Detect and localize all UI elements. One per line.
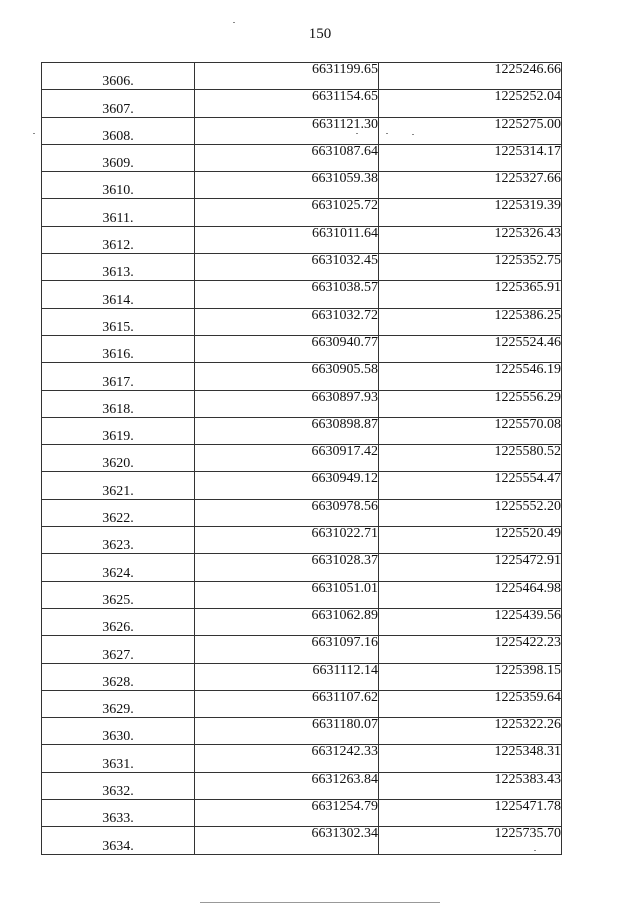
- x-coordinate-cell: 6630917.42: [195, 445, 379, 472]
- point-number-cell: 3610.: [42, 172, 195, 199]
- table-row: [42, 90, 562, 117]
- table-row: [42, 745, 562, 772]
- x-coordinate-cell: 6631302.34: [195, 827, 379, 854]
- point-number-cell: 3625.: [42, 581, 195, 608]
- x-coordinate-cell: 6631025.72: [195, 199, 379, 226]
- y-coordinate-cell: 1225556.29: [379, 390, 562, 417]
- point-number-cell: 3633.: [42, 800, 195, 827]
- y-coordinate-cell: 1225524.46: [379, 335, 562, 362]
- y-coordinate-cell: 1225471.78: [379, 800, 562, 827]
- y-coordinate-cell: 1225348.31: [379, 745, 562, 772]
- x-coordinate-cell: 6631038.57: [195, 281, 379, 308]
- table-row: [42, 172, 562, 199]
- table-row: [42, 199, 562, 226]
- table-row: [42, 335, 562, 362]
- table-row: [42, 499, 562, 526]
- coordinates-table-body: [42, 63, 562, 855]
- y-coordinate-cell: 1225322.26: [379, 718, 562, 745]
- table-row: [42, 390, 562, 417]
- point-number-cell: 3631.: [42, 745, 195, 772]
- y-coordinate-cell: 1225327.66: [379, 172, 562, 199]
- point-number-cell: 3624.: [42, 554, 195, 581]
- x-coordinate-cell: 6630940.77: [195, 335, 379, 362]
- table-row: [42, 581, 562, 608]
- point-number-cell: 3629.: [42, 690, 195, 717]
- point-number-cell: 3623.: [42, 527, 195, 554]
- x-coordinate-cell: 6630898.87: [195, 417, 379, 444]
- x-coordinate-cell: 6631121.30: [195, 117, 379, 144]
- y-coordinate-cell: 1225352.75: [379, 254, 562, 281]
- table-row: [42, 663, 562, 690]
- table-row: [42, 445, 562, 472]
- y-coordinate-cell: 1225365.91: [379, 281, 562, 308]
- point-number-cell: 3628.: [42, 663, 195, 690]
- y-coordinate-cell: 1225398.15: [379, 663, 562, 690]
- x-coordinate-cell: 6631028.37: [195, 554, 379, 581]
- page-number: 150: [308, 26, 332, 42]
- point-number-cell: 3612.: [42, 226, 195, 253]
- x-coordinate-cell: 6631022.71: [195, 527, 379, 554]
- x-coordinate-cell: 6631097.16: [195, 636, 379, 663]
- table-row: [42, 636, 562, 663]
- y-coordinate-cell: 1225472.91: [379, 554, 562, 581]
- y-coordinate-cell: 1225552.20: [379, 499, 562, 526]
- x-coordinate-cell: 6631254.79: [195, 800, 379, 827]
- point-number-cell: 3616.: [42, 335, 195, 362]
- x-coordinate-cell: 6631242.33: [195, 745, 379, 772]
- table-row: [42, 718, 562, 745]
- y-coordinate-cell: 1225439.56: [379, 608, 562, 635]
- x-coordinate-cell: 6631112.14: [195, 663, 379, 690]
- point-number-cell: 3613.: [42, 254, 195, 281]
- point-number-cell: 3614.: [42, 281, 195, 308]
- table-row: [42, 226, 562, 253]
- y-coordinate-cell: 1225383.43: [379, 772, 562, 799]
- x-coordinate-cell: 6631154.65: [195, 90, 379, 117]
- point-number-cell: 3608.: [42, 117, 195, 144]
- point-number-cell: 3619.: [42, 417, 195, 444]
- y-coordinate-cell: 1225735.70: [379, 827, 562, 854]
- x-coordinate-cell: 6631032.45: [195, 254, 379, 281]
- point-number-cell: 3609.: [42, 144, 195, 171]
- point-number-cell: 3630.: [42, 718, 195, 745]
- point-number-cell: 3617.: [42, 363, 195, 390]
- point-number-cell: 3611.: [42, 199, 195, 226]
- x-coordinate-cell: 6631263.84: [195, 772, 379, 799]
- scan-speck: [233, 22, 235, 23]
- point-number-cell: 3620.: [42, 445, 195, 472]
- y-coordinate-cell: 1225464.98: [379, 581, 562, 608]
- scan-speck: [356, 133, 358, 134]
- table-row: [42, 827, 562, 854]
- point-number-cell: 3607.: [42, 90, 195, 117]
- table-row: [42, 308, 562, 335]
- table-row: [42, 554, 562, 581]
- y-coordinate-cell: 1225246.66: [379, 63, 562, 90]
- table-row: [42, 527, 562, 554]
- point-number-cell: 3615.: [42, 308, 195, 335]
- y-coordinate-cell: 1225580.52: [379, 445, 562, 472]
- x-coordinate-cell: 6631059.38: [195, 172, 379, 199]
- table-row: [42, 254, 562, 281]
- y-coordinate-cell: 1225570.08: [379, 417, 562, 444]
- y-coordinate-cell: 1225422.23: [379, 636, 562, 663]
- table-row: [42, 800, 562, 827]
- scan-speck: [33, 133, 35, 134]
- y-coordinate-cell: 1225319.39: [379, 199, 562, 226]
- point-number-cell: 3626.: [42, 608, 195, 635]
- x-coordinate-cell: 6631051.01: [195, 581, 379, 608]
- x-coordinate-cell: 6631087.64: [195, 144, 379, 171]
- x-coordinate-cell: 6630978.56: [195, 499, 379, 526]
- x-coordinate-cell: 6631199.65: [195, 63, 379, 90]
- x-coordinate-cell: 6630897.93: [195, 390, 379, 417]
- table-row: [42, 472, 562, 499]
- y-coordinate-cell: 1225252.04: [379, 90, 562, 117]
- table-row: [42, 690, 562, 717]
- scan-speck: [412, 134, 414, 135]
- scan-speck: [534, 850, 536, 851]
- table-row: [42, 63, 562, 90]
- y-coordinate-cell: 1225546.19: [379, 363, 562, 390]
- x-coordinate-cell: 6631107.62: [195, 690, 379, 717]
- coordinates-table: [41, 62, 562, 855]
- table-row: [42, 117, 562, 144]
- point-number-cell: 3606.: [42, 63, 195, 90]
- y-coordinate-cell: 1225275.00: [379, 117, 562, 144]
- table-row: [42, 281, 562, 308]
- x-coordinate-cell: 6631032.72: [195, 308, 379, 335]
- point-number-cell: 3632.: [42, 772, 195, 799]
- x-coordinate-cell: 6630905.58: [195, 363, 379, 390]
- x-coordinate-cell: 6631062.89: [195, 608, 379, 635]
- table-row: [42, 144, 562, 171]
- point-number-cell: 3634.: [42, 827, 195, 854]
- x-coordinate-cell: 6631180.07: [195, 718, 379, 745]
- point-number-cell: 3621.: [42, 472, 195, 499]
- x-coordinate-cell: 6631011.64: [195, 226, 379, 253]
- y-coordinate-cell: 1225554.47: [379, 472, 562, 499]
- y-coordinate-cell: 1225359.64: [379, 690, 562, 717]
- table-row: [42, 772, 562, 799]
- point-number-cell: 3627.: [42, 636, 195, 663]
- y-coordinate-cell: 1225386.25: [379, 308, 562, 335]
- table-row: [42, 417, 562, 444]
- table-row: [42, 608, 562, 635]
- table-row: [42, 363, 562, 390]
- y-coordinate-cell: 1225326.43: [379, 226, 562, 253]
- scan-speck: [386, 133, 388, 134]
- point-number-cell: 3622.: [42, 499, 195, 526]
- y-coordinate-cell: 1225314.17: [379, 144, 562, 171]
- bottom-edge-line: [200, 902, 440, 903]
- x-coordinate-cell: 6630949.12: [195, 472, 379, 499]
- y-coordinate-cell: 1225520.49: [379, 527, 562, 554]
- point-number-cell: 3618.: [42, 390, 195, 417]
